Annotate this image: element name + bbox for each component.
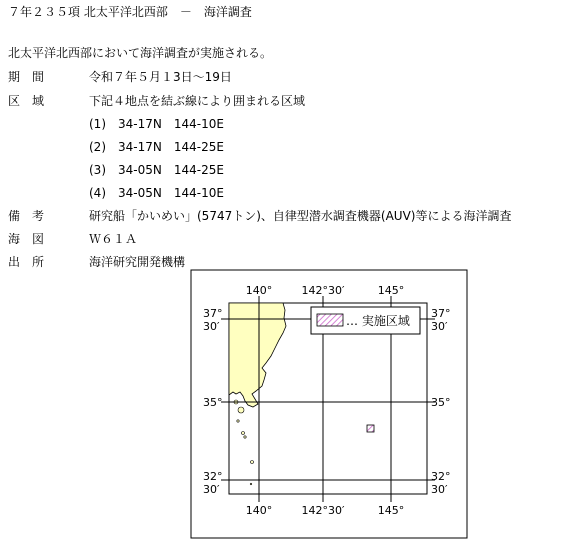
right-label-32-30: 32° 30′ <box>431 470 451 496</box>
chart-value: Ｗ６１Ａ <box>89 232 138 246</box>
right-label-35: 35° <box>431 396 451 409</box>
source-label: 出 所 <box>8 255 45 269</box>
right-label-37-30: 37° 30′ <box>431 307 451 333</box>
period-label: 期 間 <box>8 70 45 84</box>
period-value: 令和７年５月１3日～19日 <box>89 70 232 84</box>
legend-label: … 実施区域 <box>346 314 410 328</box>
remarks-value: 研究船「かいめい」(5747トン)、自律型潜水調査機器(AUV)等による海洋調査 <box>89 209 512 223</box>
bottom-label-142-30: 142°30′ <box>301 504 345 517</box>
point-3: (3) 34-05N 144-25E <box>89 163 224 177</box>
point-4: (4) 34-05N 144-10E <box>89 186 224 200</box>
notice-intro: 北太平洋北西部において海洋調査が実施される。 <box>8 46 273 60</box>
remarks-label: 備 考 <box>8 209 45 223</box>
bottom-label-145: 145° <box>377 504 405 517</box>
notice-title: ７年２３５項 北太平洋北西部 － 海洋調査 <box>8 5 252 19</box>
bottom-label-140: 140° <box>245 504 273 517</box>
left-label-37-30: 37° 30′ <box>203 307 223 333</box>
left-label-35: 35° <box>203 396 223 409</box>
point-1: (1) 34-17N 144-10E <box>89 117 224 131</box>
left-label-32-30: 32° 30′ <box>203 470 223 496</box>
area-value: 下記４地点を結ぶ線により囲まれる区域 <box>89 94 306 108</box>
top-label-142-30: 142°30′ <box>301 284 345 297</box>
area-label: 区 域 <box>8 94 45 108</box>
chart-label: 海 図 <box>8 232 45 246</box>
point-2: (2) 34-17N 144-25E <box>89 140 224 154</box>
legend-swatch <box>317 314 343 326</box>
survey-area <box>367 425 374 432</box>
top-label-140: 140° <box>245 284 273 297</box>
top-label-145: 145° <box>377 284 405 297</box>
source-value: 海洋研究開発機構 <box>89 255 186 269</box>
